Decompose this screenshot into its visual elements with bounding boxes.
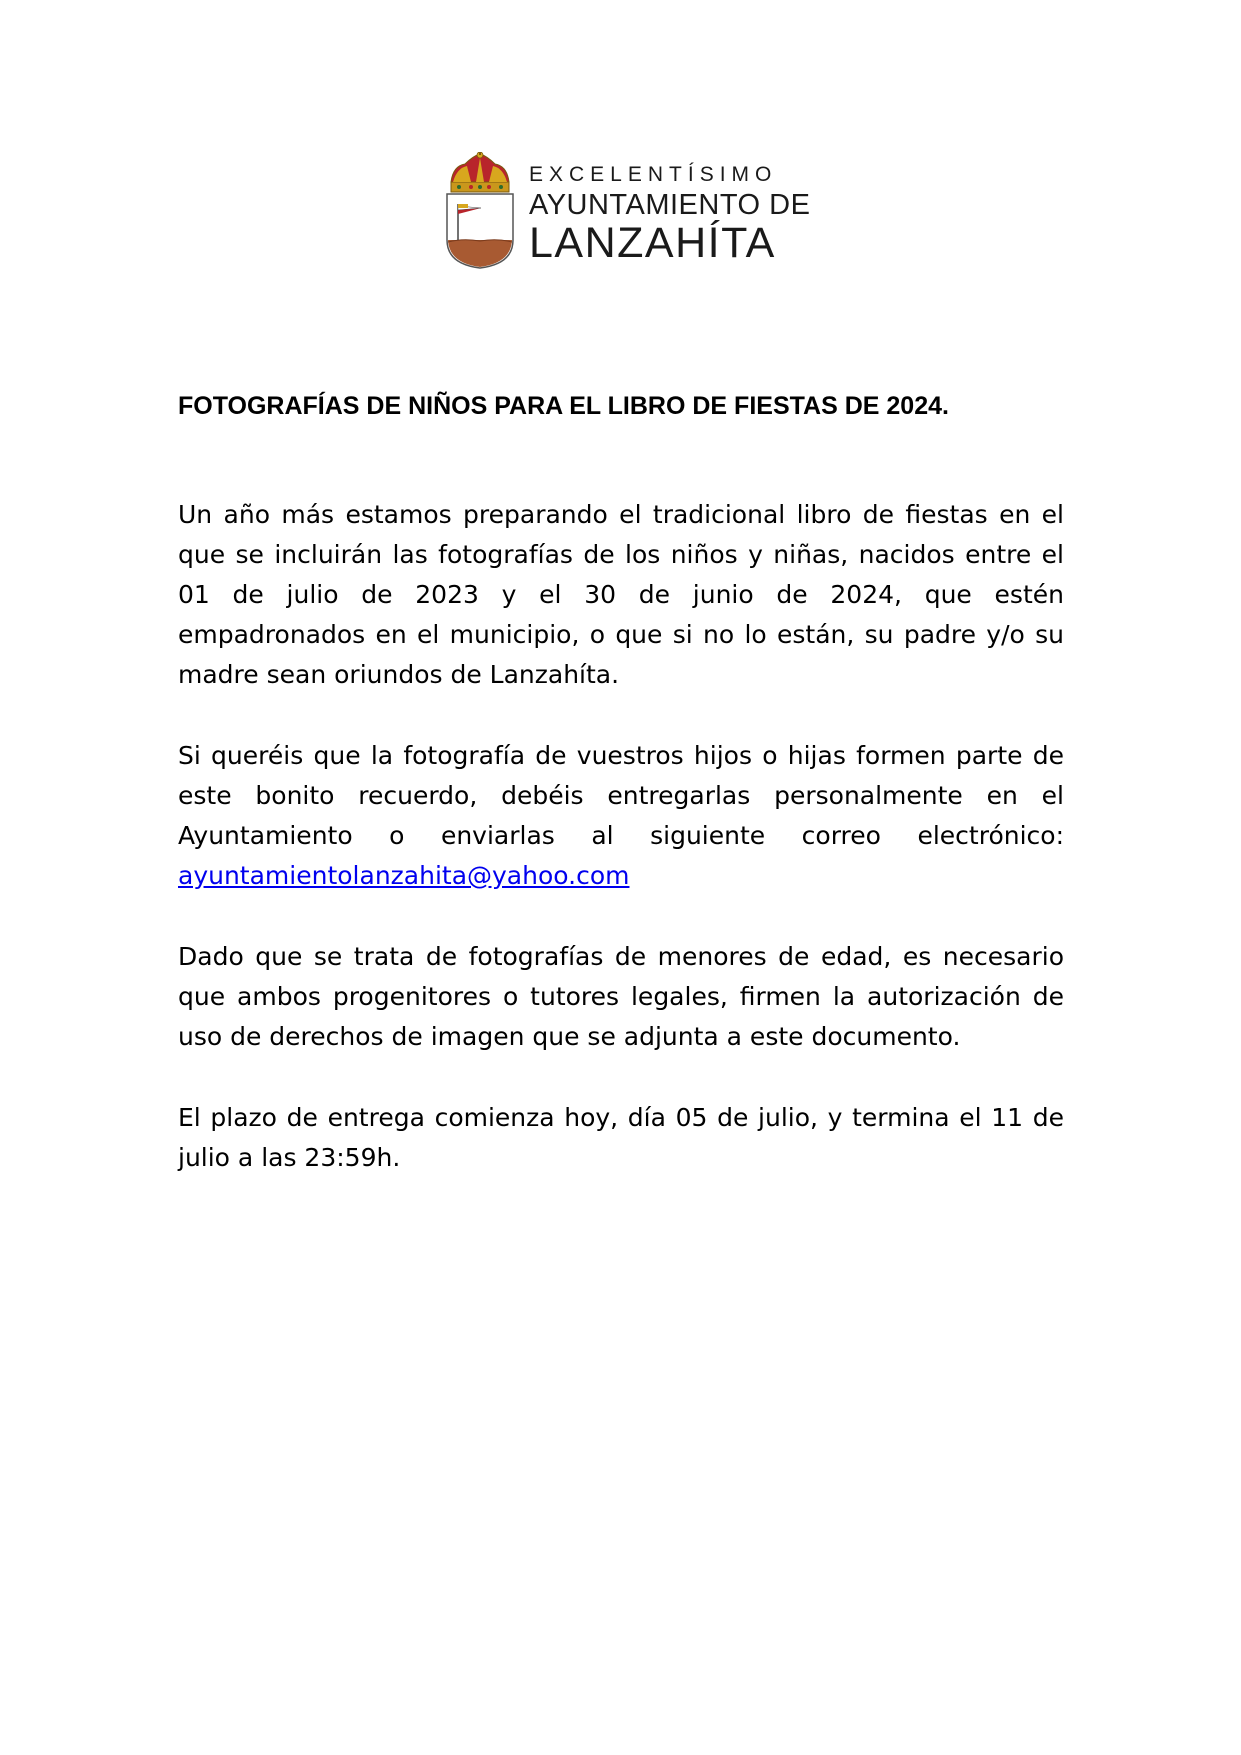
paragraph-submission: [178, 736, 1064, 896]
document-title: FOTOGRAFÍAS DE NIÑOS PARA EL LIBRO DE FIESTAS DE 2024.: [178, 392, 949, 420]
paragraph-deadline: El plazo de entrega comienza hoy, día 05 de julio, y termina el 11 de julio a las 23:59h.: [178, 1103, 1064, 1172]
shield-icon: [447, 194, 513, 268]
institution-honorific: EXCELENTÍSIMO: [529, 163, 778, 186]
institution-name: [529, 162, 819, 265]
letterhead: [443, 152, 811, 272]
document-body: [178, 495, 1064, 1219]
paragraph-authorization: Dado que se trata de fotografías de menores de edad, es necesario que ambos progenitores o tutores legales, firmen la autorización de uso de derechos de imagen que se adjunta a este documento.: [178, 942, 1064, 1051]
municipal-coat-of-arms-icon: [443, 152, 517, 270]
paragraph-submission-text: Si queréis que la fotografía de vuestros hijos o hijas formen parte de este bonito recuerdo, debéis entregarlas personalmente en el Ayuntamiento o enviarlas al siguiente correo electrónico:: [178, 741, 1064, 850]
paragraph-intro: Un año más estamos preparando el tradicional libro de fiestas en el que se incluirán las fotografías de los niños y niñas, nacidos entre el 01 de julio de 2023 y el 30 de junio de 2024, que estén empadronados en el municipio, o que si no lo están, su padre y/o su madre sean oriundos de Lanzahíta.: [178, 500, 1064, 689]
institution-town: LANZAHÍTA: [529, 219, 776, 267]
crown-icon: [451, 152, 509, 192]
institution-type: AYUNTAMIENTO DE: [529, 189, 811, 221]
email-link[interactable]: ayuntamientolanzahita@yahoo.com: [178, 861, 630, 890]
